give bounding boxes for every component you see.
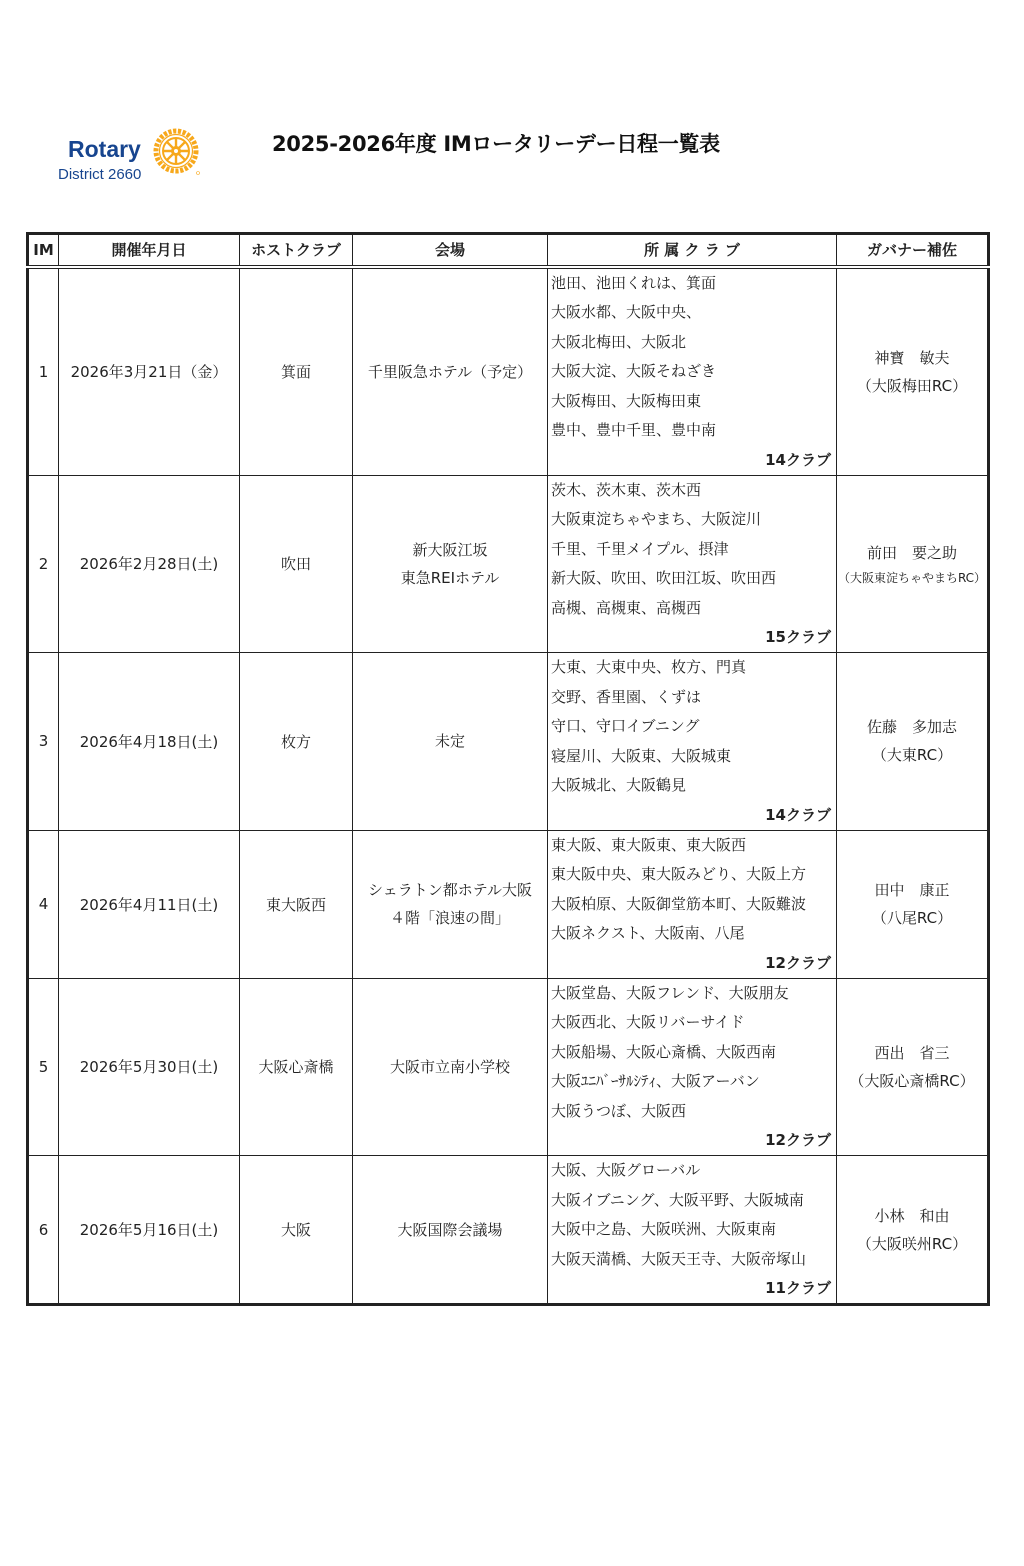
host-club: 枚方 [240, 653, 353, 831]
district-label: District 2660 [58, 166, 142, 183]
club-line: 大阪ﾕﾆﾊﾞｰｻﾙｼﾃｨ、大阪アーバン [551, 1072, 760, 1090]
governor-club: （大阪梅田RC） [856, 376, 968, 395]
club-line: 大阪梅田、大阪梅田東 [551, 391, 702, 410]
rotary-logo [58, 126, 208, 186]
venue [353, 830, 548, 978]
header-governor-assistant: ガバナー補佐 [837, 234, 989, 267]
club-line: 大阪西北、大阪リバーサイド [551, 1013, 745, 1031]
host-club: 箕面 [240, 267, 353, 476]
club-count: 12クラブ [765, 953, 831, 972]
governor-assistant [837, 978, 989, 1156]
club-line: 高槻、高槻東、高槻西 [551, 598, 702, 617]
governor-name: 前田 要之助 [866, 543, 957, 562]
host-club: 大阪心斎橋 [240, 978, 353, 1156]
event-date: 2026年5月30日(土) [59, 978, 240, 1156]
club-line: 千里、千里メイプル、摂津 [551, 539, 729, 558]
club-count: 11クラブ [765, 1279, 831, 1297]
venue-line: 新大阪江坂 [412, 540, 488, 559]
im-number: 4 [28, 830, 59, 978]
member-clubs [548, 653, 837, 831]
club-line: 大阪柏原、大阪御堂筋本町、大阪難波 [551, 894, 807, 913]
club-count: 14クラブ [765, 450, 831, 469]
club-count: 12クラブ [765, 1131, 831, 1149]
governor-assistant [837, 267, 989, 476]
club-count: 14クラブ [765, 805, 831, 824]
club-line: 池田、池田くれは、箕面 [551, 273, 717, 292]
club-line: 大阪イブニング、大阪平野、大阪城南 [551, 1190, 804, 1209]
governor-club: （大阪咲州RC） [856, 1234, 968, 1253]
venue-line: ４階「浪速の間」 [389, 909, 510, 927]
club-line: 交野、香里園、くずは [551, 687, 702, 706]
club-line: 大阪船場、大阪心斎橋、大阪西南 [551, 1042, 777, 1061]
rotary-wordmark: Rotary [68, 136, 141, 162]
venue-line: シェラトン都ホテル大阪 [368, 881, 532, 899]
club-line: 新大阪、吹田、吹田江坂、吹田西 [551, 569, 777, 587]
event-date: 2026年4月11日(土) [59, 830, 240, 978]
club-line: 大阪北梅田、大阪北 [551, 332, 687, 351]
club-count: 15クラブ [765, 628, 831, 646]
governor-club: （大阪東淀ちゃやまちRC） [837, 570, 987, 585]
governor-assistant [837, 475, 989, 653]
table-row [28, 267, 989, 476]
table-header-row [28, 234, 989, 267]
governor-name: 小林 和由 [874, 1206, 950, 1225]
club-line: 寝屋川、大阪東、大阪城東 [551, 746, 732, 765]
club-line: 東大阪中央、東大阪みどり、大阪上方 [551, 865, 807, 883]
club-line: 大阪天満橋、大阪天王寺、大阪帝塚山 [551, 1249, 807, 1268]
im-number: 2 [28, 475, 59, 653]
host-club: 吹田 [240, 475, 353, 653]
venue [353, 1156, 548, 1305]
table-row [28, 1156, 989, 1305]
table-row [28, 653, 989, 831]
venue-line: 東急REIホテル [400, 568, 500, 587]
club-line: 大阪、大阪グローバル [551, 1161, 701, 1179]
club-line: 茨木、茨木東、茨木西 [551, 480, 702, 499]
header-venue: 会場 [353, 234, 548, 267]
club-line: 大阪水都、大阪中央、 [551, 303, 702, 321]
venue [353, 267, 548, 476]
club-line: 大阪中之島、大阪咲洲、大阪東南 [551, 1220, 777, 1238]
club-line: 大阪堂島、大阪フレンド、大阪朋友 [551, 983, 789, 1002]
header-im: IM [28, 234, 59, 267]
club-line: 東大阪、東大阪東、東大阪西 [551, 835, 747, 854]
member-clubs [548, 267, 837, 476]
venue [353, 978, 548, 1156]
venue [353, 475, 548, 653]
page-title: 2025-2026年度 IMロータリーデー日程一覧表 [272, 132, 720, 156]
governor-name: 佐藤 多加志 [866, 718, 957, 737]
header-member-clubs: 所 属 ク ラ ブ [548, 234, 837, 267]
im-number: 1 [28, 267, 59, 476]
club-line: 守口、守口イブニング [551, 717, 700, 735]
event-date: 2026年2月28日(土) [59, 475, 240, 653]
im-number: 5 [28, 978, 59, 1156]
venue-line: 大阪市立南小学校 [389, 1057, 510, 1076]
governor-club: （大阪心斎橋RC） [849, 1071, 975, 1090]
header-date: 開催年月日 [59, 234, 240, 267]
table-row [28, 978, 989, 1156]
member-clubs [548, 1156, 837, 1305]
club-line: 大阪ネクスト、大阪南、八尾 [551, 924, 745, 942]
venue [353, 653, 548, 831]
rotary-wheel-icon [151, 126, 201, 176]
governor-club: （大東RC） [871, 746, 953, 765]
event-date: 2026年3月21日（金） [59, 267, 240, 476]
governor-assistant [837, 653, 989, 831]
member-clubs [548, 978, 837, 1156]
im-number: 6 [28, 1156, 59, 1305]
member-clubs [548, 830, 837, 978]
governor-name: 西出 省三 [874, 1043, 950, 1062]
table-row [28, 475, 989, 653]
club-line: 大東、大東中央、枚方、門真 [551, 658, 747, 676]
host-club: 大阪 [240, 1156, 353, 1305]
venue-line: 大阪国際会議場 [397, 1220, 503, 1239]
member-clubs [548, 475, 837, 653]
club-line: 大阪東淀ちゃやまち、大阪淀川 [551, 510, 762, 528]
governor-club: （八尾RC） [871, 909, 953, 927]
governor-assistant [837, 830, 989, 978]
im-schedule-table [26, 232, 990, 1306]
table-row [28, 830, 989, 978]
governor-name: 田中 康正 [874, 881, 950, 899]
im-number: 3 [28, 653, 59, 831]
venue-line: 千里阪急ホテル（予定） [367, 362, 533, 381]
header-host-club: ホストクラブ [240, 234, 353, 267]
club-line: 大阪大淀、大阪そねざき [551, 362, 717, 380]
event-date: 2026年4月18日(土) [59, 653, 240, 831]
club-line: 大阪うつぼ、大阪西 [551, 1101, 687, 1120]
venue-line: 未定 [434, 732, 465, 751]
governor-name: 神寶 敏夫 [874, 348, 950, 367]
governor-assistant [837, 1156, 989, 1305]
club-line: 豊中、豊中千里、豊中南 [551, 421, 717, 439]
host-club: 東大阪西 [240, 830, 353, 978]
event-date: 2026年5月16日(土) [59, 1156, 240, 1305]
club-line: 大阪城北、大阪鶴見 [551, 776, 687, 794]
